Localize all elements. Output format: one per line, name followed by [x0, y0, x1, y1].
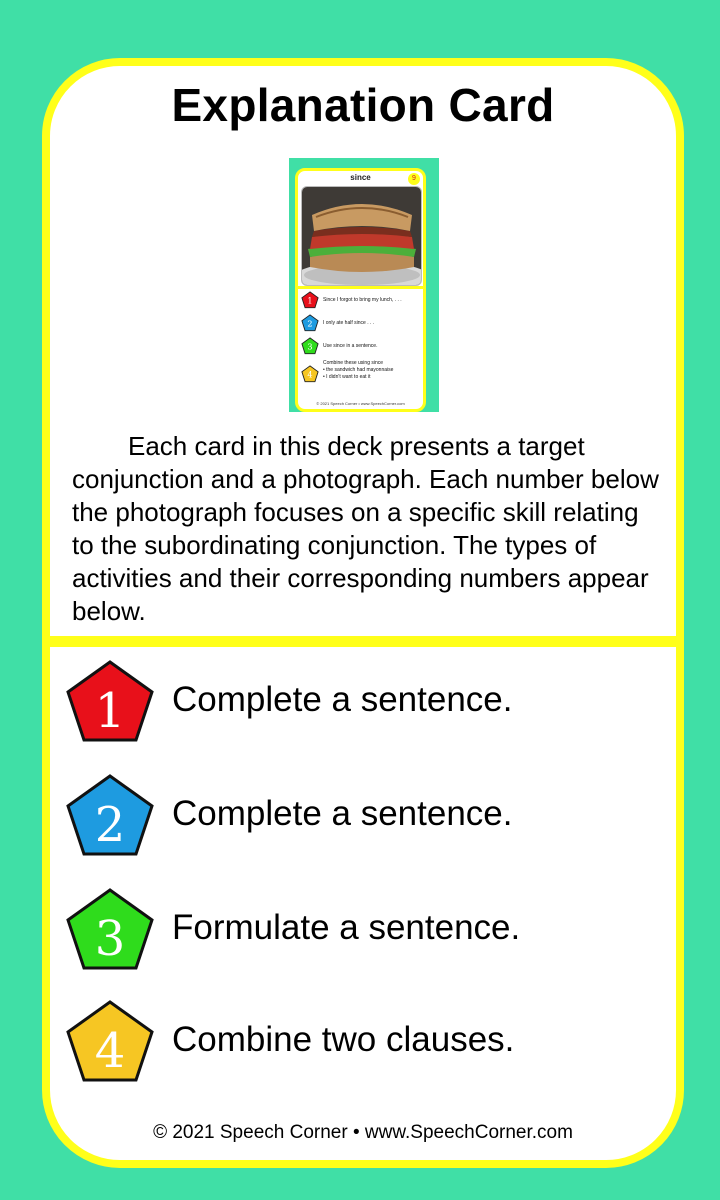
- activity-item-1: [64, 658, 654, 744]
- activity-item-4: [64, 998, 654, 1084]
- pentagon-4-icon: [64, 998, 156, 1084]
- sample-row-3: [301, 337, 421, 357]
- pentagon-3-icon: [64, 886, 156, 972]
- svg-text:1: 1: [94, 683, 126, 739]
- sample-card-footer: © 2021 Speech Corner • www.SpeechCorner.com: [316, 401, 405, 406]
- sample-card-image: [289, 158, 439, 412]
- pentagon-2-icon: [64, 772, 156, 858]
- activity-label-4: Combine two clauses.: [172, 1020, 515, 1059]
- sample-row-1: [301, 291, 421, 311]
- card-title: Explanation Card: [171, 79, 555, 131]
- svg-text:4: 4: [94, 1023, 126, 1079]
- sample-row-2-text: I only ate half since . . .: [323, 320, 375, 326]
- sample-row-4-text: Combine these using since • the sandwich had mayonnaise • I didn't want to eat it: [323, 360, 394, 380]
- pentagon-1-icon: [64, 658, 156, 744]
- sample-row-3-text: Use since in a sentence.: [323, 343, 378, 349]
- activity-label-2: Complete a sentence.: [172, 794, 513, 833]
- svg-text:1: 1: [307, 295, 313, 306]
- svg-text:4: 4: [307, 369, 313, 380]
- sample-card-frame: [295, 168, 426, 412]
- activity-item-3: [64, 886, 654, 972]
- sample-card-divider: [298, 286, 423, 289]
- sample-row-4-heading: Combine these using since: [323, 360, 384, 366]
- svg-text:3: 3: [307, 341, 313, 352]
- activity-label-3: Formulate a sentence.: [172, 908, 521, 947]
- pentagon-2-icon: [301, 314, 319, 332]
- sample-row-4-bullet-2: I didn't want to eat it: [326, 374, 371, 380]
- activity-item-2: [64, 772, 654, 858]
- sample-row-1-text: Since I forgot to bring my lunch, . . .: [323, 297, 402, 303]
- sample-card-word: since: [350, 173, 371, 182]
- sample-card-number: 9: [408, 173, 420, 185]
- svg-text:3: 3: [94, 911, 126, 967]
- pentagon-4-icon: [301, 365, 319, 383]
- sample-row-4: [301, 359, 421, 393]
- copyright-footer: © 2021 Speech Corner • www.SpeechCorner.com: [153, 1122, 573, 1143]
- intro-paragraph: Each card in this deck presents a target conjunction and a photograph. Each number below the photograph focuses on a specific skill relating to the subordinating conjunction. The types of activities and their corresponding numbers appear below.: [72, 431, 659, 626]
- svg-text:2: 2: [307, 318, 313, 329]
- activity-label-1: Complete a sentence.: [172, 680, 513, 719]
- svg-text:2: 2: [94, 797, 126, 853]
- sandwich-photo: [301, 186, 422, 286]
- explanation-card: [42, 58, 684, 1168]
- pentagon-1-icon: [301, 291, 319, 309]
- section-divider: [50, 636, 676, 647]
- sample-row-2: [301, 314, 421, 334]
- sample-row-4-bullet-1: the sandwich had mayonnaise: [326, 367, 394, 373]
- pentagon-3-icon: [301, 337, 319, 355]
